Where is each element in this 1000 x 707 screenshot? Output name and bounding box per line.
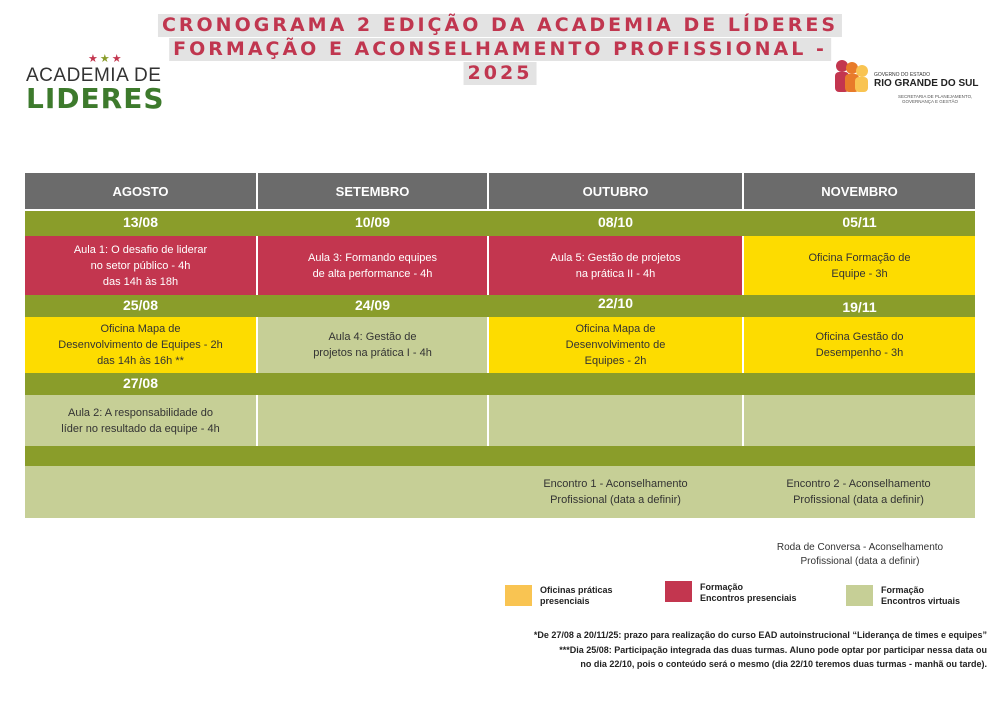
schedule-cell-empty [744, 395, 975, 446]
schedule-cell-aula-5: Aula 5: Gestão de projetos na prática II - 4h [489, 236, 742, 295]
title-line-1: CRONOGRAMA 2 EDIÇÃO DA ACADEMIA DE LÍDERES [158, 14, 842, 37]
footnote-2: ***Dia 25/08: Participação integrada das duas turmas. Aluno pode optar por participar nessa data ou [559, 645, 987, 655]
legend-label-presenciais: Formação Encontros presenciais [700, 582, 797, 603]
roda-de-conversa-note: Roda de Conversa - Aconselhamento Profissional (data a definir) [776, 542, 944, 567]
schedule-cell-oficina-gestao: Oficina Gestão do Desempenho - 3h [744, 317, 975, 373]
schedule-cell-aula-2: Aula 2: A responsabilidade do líder no resultado da equipe - 4h [25, 395, 256, 446]
stars-icon: ★★★ [88, 53, 124, 65]
logo-gov-sub2: GOVERNANÇA E GESTÃO [902, 99, 959, 104]
schedule-cell-encontro-1: Encontro 1 - Aconselhamento Profissional (data a definir) [489, 466, 742, 518]
date-band-4 [25, 446, 975, 466]
footnote-3: no dia 22/10, pois o conteúdo será o mesmo (dia 22/10 teremos duas turmas - manhã ou tarde). [580, 659, 987, 669]
schedule-cell-aula-4: Aula 4: Gestão de projetos na prática I - 4h [258, 317, 487, 373]
month-header-setembro: SETEMBRO [258, 173, 487, 209]
date-label: 13/08 [122, 214, 159, 230]
title-line-3: 2025 [464, 62, 537, 85]
legend-label-oficinas: Oficinas práticas presenciais [540, 585, 613, 606]
legend-swatch-virtuais [846, 585, 873, 606]
logo-gov-big: RIO GRANDE DO SUL [874, 78, 979, 89]
logo-gov-small: GOVERNO DO ESTADO [874, 72, 931, 78]
schedule-cell-encontro-2: Encontro 2 - Aconselhamento Profissional (data a definir) [742, 466, 975, 518]
date-label: 10/09 [354, 214, 391, 230]
date-label: 24/09 [354, 297, 391, 313]
schedule-cell-oficina-mapa: Oficina Mapa de Desenvolvimento de Equipes - 2h das 14h às 16h ** [25, 317, 256, 373]
logo-gov-sub1: SECRETARIA DE PLANEJAMENTO, [898, 94, 973, 99]
schedule-cell-oficina-formacao: Oficina Formação de Equipe - 3h [744, 236, 975, 295]
rio-grande-do-sul-logo [830, 58, 979, 108]
academia-lideres-logo [26, 52, 166, 115]
date-label: 19/11 [842, 299, 877, 315]
month-header-outubro: OUTUBRO [489, 173, 742, 209]
logo-text-bottom: LIDERES [26, 82, 165, 115]
schedule-cell-aula-1: Aula 1: O desafio de liderar no setor público - 4h das 14h às 18h [25, 236, 256, 295]
month-header-agosto: AGOSTO [25, 173, 256, 209]
title-line-2: FORMAÇÃO E ACONSELHAMENTO PROFISSIONAL - [169, 38, 831, 61]
date-label: 05/11 [842, 214, 877, 230]
date-label: 27/08 [122, 375, 159, 391]
date-label: 25/08 [122, 297, 159, 313]
schedule-cell-oficina-mapa-2: Oficina Mapa de Desenvolvimento de Equipes - 2h [489, 317, 742, 373]
legend-swatch-presenciais [665, 581, 692, 602]
schedule-cell-empty [489, 395, 742, 446]
month-header-novembro: NOVEMBRO [744, 173, 975, 209]
date-label: 08/10 [597, 214, 634, 230]
date-label: 22/10 [597, 295, 634, 311]
people-silhouette-icon [830, 58, 872, 94]
schedule-cell-empty [25, 466, 489, 518]
logo-text-top: ACADEMIA DE [26, 65, 162, 86]
legend-label-virtuais: Formação Encontros virtuais [881, 585, 961, 606]
schedule-cell-empty [258, 395, 487, 446]
legend-swatch-oficinas [505, 585, 532, 606]
footnote-1: *De 27/08 a 20/11/25: prazo para realização do curso EAD autoinstrucional “Liderança de times e equipes” [533, 630, 987, 640]
schedule-cell-aula-3: Aula 3: Formando equipes de alta performance - 4h [258, 236, 487, 295]
